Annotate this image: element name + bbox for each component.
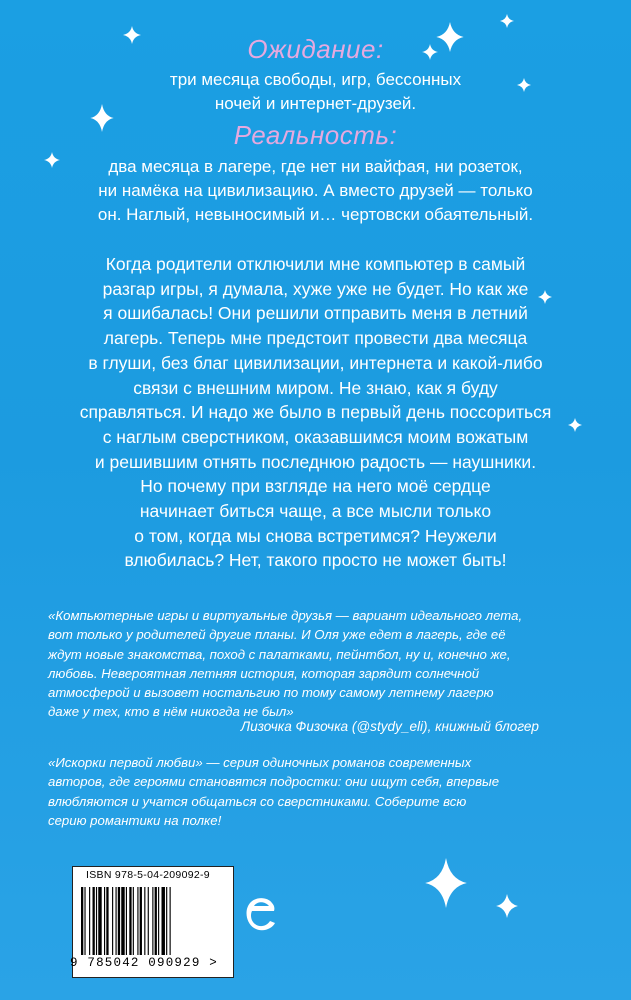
barcode-bar <box>148 887 149 955</box>
barcode-bar <box>104 887 105 955</box>
reality-text-line: ни намёка на цивилизацию. А вместо друзей — только <box>98 181 533 200</box>
expectation-heading: Ожидание: <box>247 34 384 64</box>
barcode-bar <box>133 887 134 955</box>
review-quote: «Компьютерные игры и виртуальные друзья — вариант идеального лета, вот только у родителей другие планы. И Оля уже едет в лагерь, где её ждут новые знакомства, поход с палатками, пейнтбол, ну и, конечно же, любовь. Невероятная летняя история, которая зарядит солнечной атмосферой и вызовет ностальгию по тому самому летнему лагерю даже у тех, кто в нём никогда не был» <box>48 608 523 720</box>
barcode-bar <box>116 887 117 955</box>
barcode-bar <box>137 887 138 955</box>
sparkle-star-icon <box>500 14 514 28</box>
reality-heading: Реальность: <box>233 120 398 150</box>
publisher-logo-icon <box>242 893 278 937</box>
barcode-bar <box>93 887 95 955</box>
barcode-bar <box>129 887 131 955</box>
barcode-bar <box>158 887 159 955</box>
barcode-bar <box>118 887 120 955</box>
barcode-bar <box>121 887 124 955</box>
barcode-bar <box>162 887 165 955</box>
barcode-bar <box>152 887 153 955</box>
barcode-bar <box>144 887 145 955</box>
series-description: «Искорки первой любви» — серия одиночных романов современных авторов, где героями становятся подростки: они ищут себя, впервые влюбляются и учатся общаться со сверстниками. Соберите всю серию романтики на полке! <box>48 755 500 828</box>
isbn-label: ISBN 978-5-04-209092-9 <box>86 869 210 881</box>
annotation-text: Когда родители отключили мне компьютер в самый разгар игры, я думала, хуже уже не будет. Но как же я ошибалась! Они решили отправить меня в летний лагерь. Теперь мне предстоит провести два месяца в глуши, без благ цивилизации, интернета и какой-либо связи с внешним миром. Не знаю, как я буду справляться. И надо же было в первый день поссориться с наглым сверстником, оказавшимся моим вожатым и решившим отнять последнюю радость — наушники. Но почему при взгляде на него моё сердце начинает биться чаще, а все мысли только о том, когда мы снова встретимся? Неужели влюбилась? Нет, такого просто не может быть! <box>79 254 552 571</box>
barcode-bar <box>89 887 90 955</box>
sparkle-star-icon <box>496 894 518 918</box>
reality-text-line: он. Наглый, невыносимый и… чертовски обаятельный. <box>97 205 534 224</box>
barcode-bar <box>112 887 113 955</box>
reality-text-line: два месяца в лагере, где нет ни вайфая, ни розеток, <box>108 157 523 176</box>
barcode-bar <box>81 887 83 955</box>
expectation-text-line: ночей и интернет-друзей. <box>214 94 417 113</box>
barcode-bar <box>166 887 167 955</box>
barcode-bar <box>106 887 108 955</box>
barcode-bar <box>140 887 142 955</box>
barcode-bar <box>98 887 101 955</box>
barcode-bar <box>96 887 97 955</box>
barcode-bar <box>84 887 85 955</box>
sparkle-star-icon <box>424 858 468 908</box>
barcode-bar <box>126 887 127 955</box>
barcode-bar <box>155 887 157 955</box>
barcode-digits: 9 785042 090929 > <box>70 956 218 970</box>
review-author: Лизочка Физочка (@stydy_eli), книжный блогер <box>240 719 539 734</box>
expectation-text-line: три месяца свободы, игр, бессонных <box>169 70 462 89</box>
barcode-bar <box>170 887 171 955</box>
